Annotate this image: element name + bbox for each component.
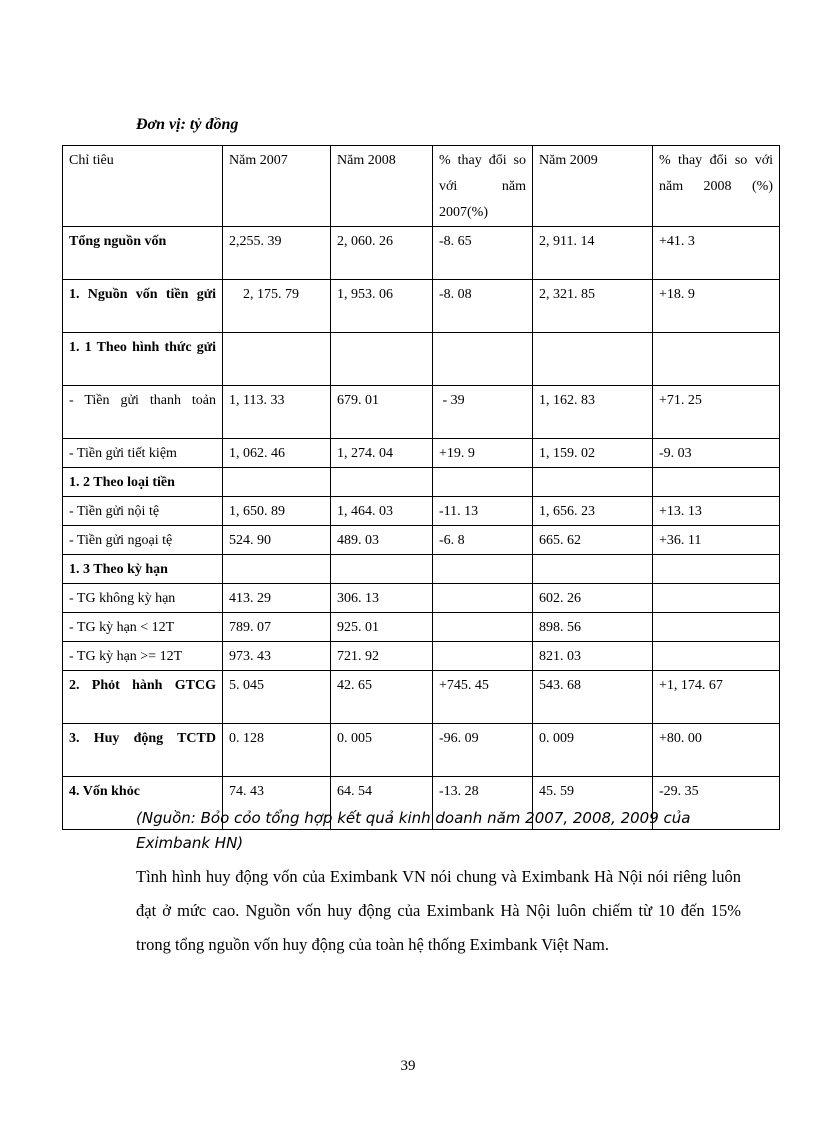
table-cell: 524. 90 — [223, 526, 331, 555]
table-cell: 898. 56 — [533, 613, 653, 642]
table-cell: +18. 9 — [653, 280, 780, 333]
header-cell: Năm 2007 — [223, 146, 331, 227]
table-cell — [223, 333, 331, 386]
row-label: - TG không kỳ hạn — [63, 584, 223, 613]
table-cell — [653, 642, 780, 671]
table-cell: 45. 59 — [533, 777, 653, 830]
table-row — [63, 671, 780, 724]
row-label: 1. 1 Theo hình thức gửi — [63, 333, 223, 386]
table-cell: -96. 09 — [433, 724, 533, 777]
table-cell: 2, 321. 85 — [533, 280, 653, 333]
row-label: 2. Phỏt hành GTCG — [63, 671, 223, 724]
table-cell — [653, 468, 780, 497]
header-cell: Năm 2009 — [533, 146, 653, 227]
table-row — [63, 642, 780, 671]
table-cell — [331, 333, 433, 386]
table-cell: +71. 25 — [653, 386, 780, 439]
capital-table — [62, 145, 780, 830]
table-cell: +41. 3 — [653, 227, 780, 280]
table-cell — [653, 613, 780, 642]
table-cell: -11. 13 — [433, 497, 533, 526]
table-row — [63, 333, 780, 386]
table-cell — [331, 468, 433, 497]
table-cell: 543. 68 — [533, 671, 653, 724]
table-cell: 5. 045 — [223, 671, 331, 724]
table-cell: 1, 656. 23 — [533, 497, 653, 526]
row-label: Tổng nguồn vốn — [63, 227, 223, 280]
header-cell: Chỉ tiêu — [63, 146, 223, 227]
table-cell: 0. 005 — [331, 724, 433, 777]
table-cell: 665. 62 — [533, 526, 653, 555]
table-cell: 1, 062. 46 — [223, 439, 331, 468]
table-cell — [653, 584, 780, 613]
table-cell — [433, 642, 533, 671]
table-cell: -8. 65 — [433, 227, 533, 280]
table-row — [63, 555, 780, 584]
row-label: 1. 2 Theo loại tiền — [63, 468, 223, 497]
table-cell: +19. 9 — [433, 439, 533, 468]
table-cell — [433, 468, 533, 497]
table-cell: 1, 274. 04 — [331, 439, 433, 468]
table-cell — [533, 468, 653, 497]
unit-label: Đơn vị: tỷ đồng — [136, 116, 239, 133]
table-cell — [223, 468, 331, 497]
table-cell — [433, 333, 533, 386]
table-cell: -9. 03 — [653, 439, 780, 468]
table-cell: 1, 650. 89 — [223, 497, 331, 526]
table-row — [63, 613, 780, 642]
table-cell: 2, 175. 79 — [223, 280, 331, 333]
source-note: (Nguồn: Bỏo cỏo tổng hợp kết quả kinh doanh năm 2007, 2008, 2009 của Eximbank HN) — [136, 809, 691, 852]
table-cell: +745. 45 — [433, 671, 533, 724]
row-label: 4. Vốn khỏc — [63, 777, 223, 830]
table-cell — [433, 584, 533, 613]
table-cell: 789. 07 — [223, 613, 331, 642]
row-label: - Tiền gửi tiết kiệm — [63, 439, 223, 468]
table-cell — [433, 613, 533, 642]
header-cell: % thay đổi so với năm 2008 (%) — [653, 146, 780, 227]
table-row — [63, 584, 780, 613]
table-cell: 2,255. 39 — [223, 227, 331, 280]
table-header-row — [63, 146, 780, 227]
table-cell: 0. 009 — [533, 724, 653, 777]
table-cell — [653, 555, 780, 584]
table-cell: +80. 00 — [653, 724, 780, 777]
header-cell: Năm 2008 — [331, 146, 433, 227]
table-cell: 42. 65 — [331, 671, 433, 724]
table-cell: 821. 03 — [533, 642, 653, 671]
table-cell: -29. 35 — [653, 777, 780, 830]
row-label: - Tiền gửi ngoại tệ — [63, 526, 223, 555]
table-row — [63, 280, 780, 333]
header-cell: % thay đổi so với năm 2007(%) — [433, 146, 533, 227]
table-row — [63, 724, 780, 777]
table-row — [63, 227, 780, 280]
table-cell: 64. 54 — [331, 777, 433, 830]
body-paragraph: Tình hình huy động vốn của Eximbank VN nói chung và Eximbank Hà Nội nói riêng luôn đạt ở mức cao. Nguồn vốn huy động của Eximbank Hà Nội luôn chiếm từ 10 đến 15% trong tổng nguồn vốn huy động của toàn hệ thống Eximbank Việt Nam. — [136, 867, 741, 954]
table-cell: +36. 11 — [653, 526, 780, 555]
table-cell: 413. 29 — [223, 584, 331, 613]
table-row — [63, 439, 780, 468]
table-cell: 1, 953. 06 — [331, 280, 433, 333]
table-cell — [223, 555, 331, 584]
table-cell: 602. 26 — [533, 584, 653, 613]
table-cell: -8. 08 — [433, 280, 533, 333]
table-row — [63, 468, 780, 497]
row-label: 3. Huy động TCTD — [63, 724, 223, 777]
table-cell: -6. 8 — [433, 526, 533, 555]
table-cell: 489. 03 — [331, 526, 433, 555]
table-cell: 1, 113. 33 — [223, 386, 331, 439]
table-cell — [533, 555, 653, 584]
row-label: 1. Nguồn vốn tiền gửi — [63, 280, 223, 333]
table-cell: 721. 92 — [331, 642, 433, 671]
table-cell — [653, 333, 780, 386]
table-cell: 1, 162. 83 — [533, 386, 653, 439]
table-cell: +13. 13 — [653, 497, 780, 526]
table-cell — [331, 555, 433, 584]
table-cell: 0. 128 — [223, 724, 331, 777]
table-row — [63, 497, 780, 526]
table-cell: 2, 060. 26 — [331, 227, 433, 280]
page-number: 39 — [400, 1058, 416, 1074]
table-cell: 306. 13 — [331, 584, 433, 613]
row-label: - Tiền gửi thanh toản — [63, 386, 223, 439]
table-cell: 925. 01 — [331, 613, 433, 642]
row-label: - Tiền gửi nội tệ — [63, 497, 223, 526]
table-cell: +1, 174. 67 — [653, 671, 780, 724]
table-cell: 2, 911. 14 — [533, 227, 653, 280]
table-cell: 74. 43 — [223, 777, 331, 830]
table-cell: - 39 — [433, 386, 533, 439]
table-cell — [533, 333, 653, 386]
table-cell: 973. 43 — [223, 642, 331, 671]
table-row — [63, 386, 780, 439]
table-cell: 1, 464. 03 — [331, 497, 433, 526]
table-cell — [433, 555, 533, 584]
table-row — [63, 526, 780, 555]
row-label: - TG kỳ hạn >= 12T — [63, 642, 223, 671]
row-label: 1. 3 Theo kỳ hạn — [63, 555, 223, 584]
table-cell: -13. 28 — [433, 777, 533, 830]
row-label: - TG kỳ hạn < 12T — [63, 613, 223, 642]
table-cell: 679. 01 — [331, 386, 433, 439]
table-cell: 1, 159. 02 — [533, 439, 653, 468]
